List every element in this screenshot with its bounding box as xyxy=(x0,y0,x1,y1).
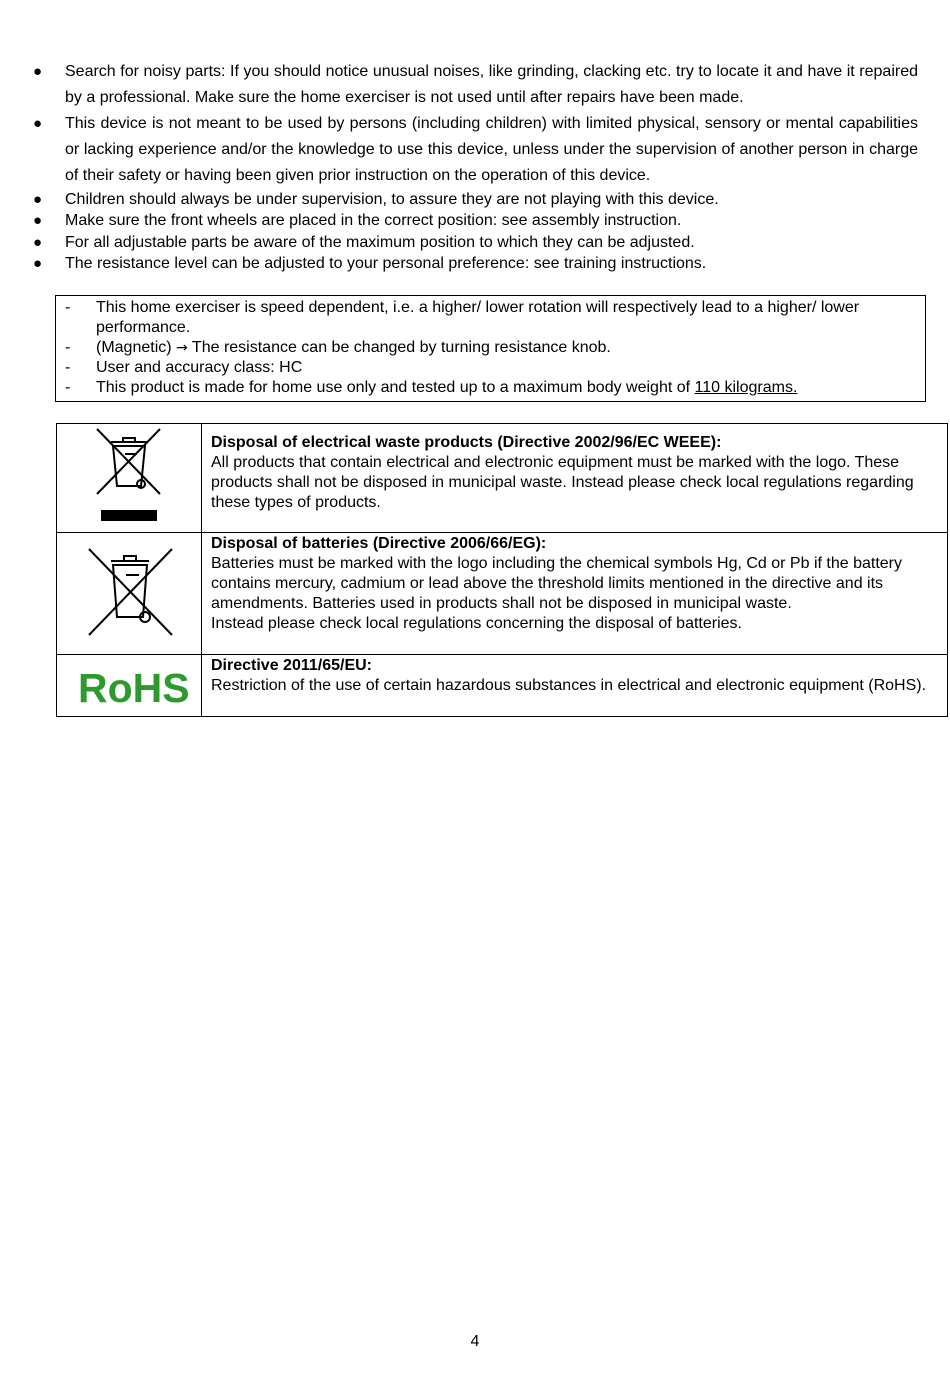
rohs-row xyxy=(57,655,948,717)
weee-row xyxy=(57,424,948,533)
crossed-out-wheelie-bin-icon xyxy=(57,424,201,523)
rohs-logo: RoHS xyxy=(78,665,190,711)
page-number: 4 xyxy=(470,1333,480,1350)
crossed-out-wheelie-bin-icon xyxy=(57,533,201,653)
bullet-item: ● Search for noisy parts: If you should notice unusual noises, like grinding, clacking etc. try to locate it and have it repaired by a professional. Make sure the home exerciser is not used until after repairs have been made. xyxy=(30,59,918,111)
weee-icon-cell xyxy=(57,424,202,533)
weee-title: Disposal of electrical waste products (Directive 2002/96/EC WEEE): xyxy=(211,434,722,451)
rohs-body: Restriction of the use of certain hazardous substances in electrical and electronic equipment (RoHS). xyxy=(211,677,927,694)
arrow-right-icon: → xyxy=(176,340,188,356)
bullet-item: ● Make sure the front wheels are placed in the correct position: see assembly instruction. xyxy=(30,210,918,231)
bullet-dot-icon: ● xyxy=(33,63,43,80)
bullet-dot-icon: ● xyxy=(33,254,43,272)
safety-bullet-list xyxy=(30,59,918,274)
note-speed-dependent: - This home exerciser is speed dependent, i.e. a higher/ lower rotation will respectively lead to a higher/ lower performance. xyxy=(65,299,860,336)
battery-row xyxy=(57,533,948,655)
bullet-dot-icon: ● xyxy=(33,233,43,251)
rohs-icon-cell xyxy=(57,655,202,717)
battery-icon-cell xyxy=(57,533,202,655)
bullet-item: ● For all adjustable parts be aware of the maximum position to which they can be adjusted. xyxy=(30,232,918,253)
note-magnetic: - (Magnetic) → The resistance can be changed by turning resistance knob. xyxy=(65,339,611,356)
bullet-item: ● Children should always be under supervision, to assure they are not playing with this device. xyxy=(30,189,918,210)
bullet-dot-icon: ● xyxy=(33,191,43,208)
bullet-item: ● The resistance level can be adjusted to your personal preference: see training instructions. xyxy=(30,253,918,274)
weee-body: All products that contain electrical and electronic equipment must be marked with the logo. These products shall not be disposed in municipal waste. Instead please check local regulations regarding these types of products. xyxy=(211,454,914,511)
bullet-dot-icon: ● xyxy=(33,212,43,230)
product-notes-box xyxy=(55,295,926,402)
weee-text-cell xyxy=(202,424,948,533)
bullet-dot-icon: ● xyxy=(33,115,43,132)
battery-text-cell xyxy=(202,533,948,655)
note-max-weight: - This product is made for home use only and tested up to a maximum body weight of 110 kilograms. xyxy=(65,379,798,396)
disposal-table xyxy=(56,423,948,717)
bullet-item: ● This device is not meant to be used by persons (including children) with limited physical, sensory or mental capabilities or lacking experience and/or the knowledge to use this device, unless under the supervision of another person in charge of their safety or having been given prior instruction on the operation of this device. xyxy=(30,111,918,189)
rohs-title: Directive 2011/65/EU: xyxy=(211,657,372,674)
note-accuracy-class: - User and accuracy class: HC xyxy=(65,359,303,376)
battery-title: Disposal of batteries (Directive 2006/66/EG): xyxy=(211,535,547,552)
battery-body: Batteries must be marked with the logo including the chemical symbols Hg, Cd or Pb if the battery contains mercury, cadmium or lead above the threshold limits mentioned in the directive and its amendments. Batteries used in products shall not be disposed in municipal waste. xyxy=(211,555,902,612)
battery-body-instead: Instead please check local regulations concerning the disposal of batteries. xyxy=(211,615,742,632)
rohs-text-cell xyxy=(202,655,948,717)
